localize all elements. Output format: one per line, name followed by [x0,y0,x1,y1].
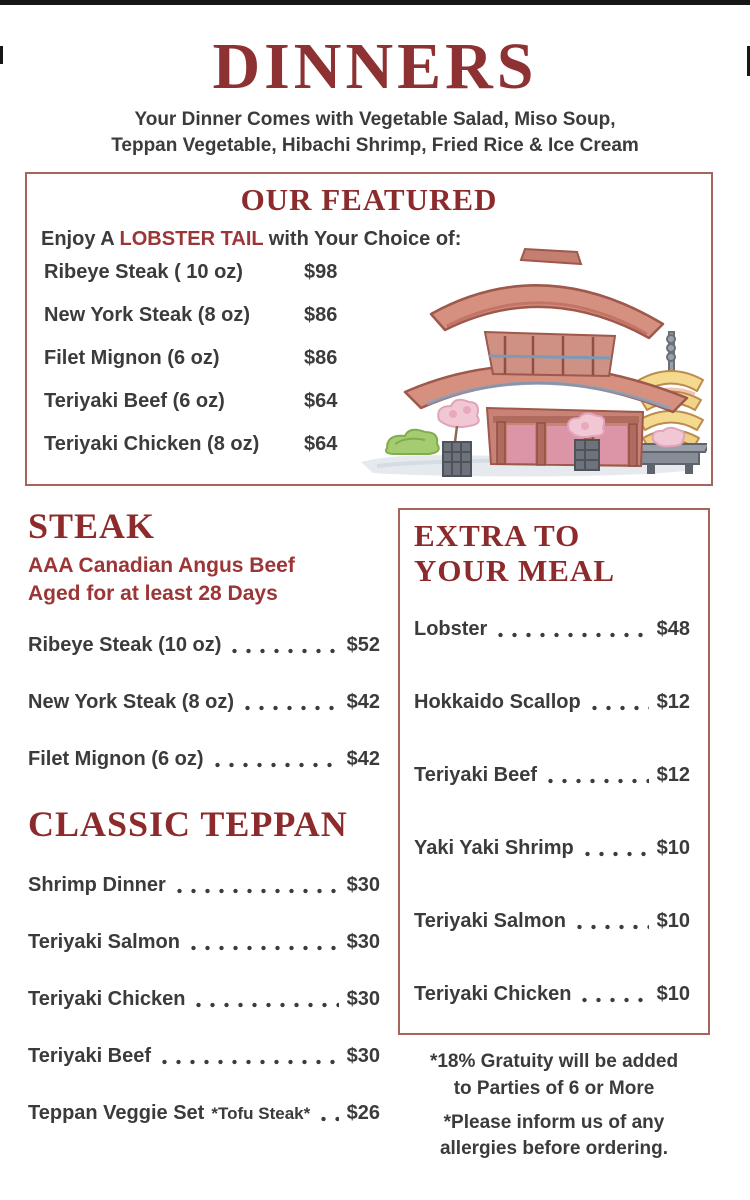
menu-item-row [414,764,690,788]
menu-columns [28,508,710,1169]
classic-teppan-section-title: CLASSIC TEPPAN [28,803,348,844]
dot-leader [321,1116,338,1122]
classic-teppan-item-list [28,874,380,1126]
dot-leader [191,945,339,951]
dot-leader [585,851,649,857]
allergy-note-line-1: *Please inform us of any [443,1111,665,1133]
steak-section-title: STEAK [28,506,156,547]
item-name: Teppan Veggie Set [28,1101,205,1124]
item-price: $86 [304,304,338,327]
menu-item-row [44,390,711,414]
footer-notes [398,1049,710,1162]
item-name: New York Steak (8 oz) [44,304,250,327]
allergy-note-line-2: allergies before ordering. [439,1138,669,1160]
steak-item-list [28,634,380,772]
item-name: Ribeye Steak ( 10 oz) [44,261,243,284]
menu-item-row [44,304,711,328]
item-price: $52 [346,633,380,656]
item-price: $64 [304,390,338,413]
item-price: $30 [346,930,380,953]
steak-subtitle-line-1: AAA Canadian Angus Beef [28,554,295,578]
item-price: $10 [656,910,690,933]
extras-item-list [414,618,690,1007]
intro-prefix: Enjoy A [41,228,120,251]
item-name: Lobster [414,618,488,641]
left-column [28,508,380,1169]
subtitle-line-2: Teppan Vegetable, Hibachi Shrimp, Fried Rice & Ice Cream [111,135,639,157]
menu-item-row [28,931,380,955]
gratuity-note-line-2: to Parties of 6 or More [453,1078,655,1100]
extras-title-line-1: EXTRA TO [414,518,581,554]
menu-item-row [28,634,380,658]
intro-suffix: with Your Choice of: [263,228,462,251]
menu-subtitle [0,107,750,159]
item-name: New York Steak (8 oz) [28,690,234,713]
scan-edge-top [0,0,750,5]
extras-section [398,508,710,1035]
item-name: Teriyaki Salmon [28,930,180,953]
item-name: Teriyaki Beef [414,764,538,787]
extras-title [414,518,690,588]
gratuity-note-line-1: *18% Gratuity will be added [429,1051,679,1073]
menu-item-row [414,983,690,1007]
dot-leader [215,762,339,768]
item-name: Shrimp Dinner [28,873,166,896]
menu-item-row [28,1102,380,1126]
menu-item-row [44,261,711,285]
steak-section-subtitle [28,552,380,607]
gratuity-note [398,1049,710,1102]
dot-leader [232,648,338,654]
intro-highlight: LOBSTER TAIL [119,228,264,251]
scan-edge-left [0,46,3,64]
item-name: Teriyaki Chicken [414,983,572,1006]
page-title: DINNERS [212,30,538,103]
extras-title-line-2: YOUR MEAL [414,553,616,589]
subtitle-line-1: Your Dinner Comes with Vegetable Salad, Miso Soup, [134,109,616,130]
menu-item-row [28,748,380,772]
item-name: Teriyaki Chicken (8 oz) [44,433,260,456]
item-name: Ribeye Steak (10 oz) [28,633,222,656]
dot-leader [577,924,649,930]
item-name: Filet Mignon (6 oz) [28,747,204,770]
item-price: $30 [346,873,380,896]
item-price: $42 [346,747,380,770]
featured-title: OUR FEATURED [240,182,498,218]
item-price: $42 [346,690,380,713]
right-column [398,508,710,1169]
item-name: Teriyaki Salmon [414,910,566,933]
featured-item-list [44,261,711,457]
item-price: $98 [304,261,338,284]
menu-item-row [28,691,380,715]
menu-item-row [414,691,690,715]
item-price: $10 [656,837,690,860]
featured-section [25,172,713,486]
dot-leader [245,705,339,711]
dot-leader [582,997,648,1003]
item-price: $12 [656,691,690,714]
item-price: $26 [346,1101,380,1124]
item-price: $12 [656,764,690,787]
steak-subtitle-line-2: Aged for at least 28 Days [28,582,278,606]
item-name: Teriyaki Beef [28,1044,152,1067]
item-name: Filet Mignon (6 oz) [44,347,220,370]
dot-leader [498,632,648,638]
item-price: $30 [346,1044,380,1067]
item-name: Teriyaki Chicken [28,987,186,1010]
item-price: $30 [346,987,380,1010]
menu-item-row [414,910,690,934]
menu-item-row [28,1045,380,1069]
item-note: *Tofu Steak* [211,1103,311,1123]
allergy-note [398,1110,710,1163]
dot-leader [177,888,339,894]
item-price: $10 [656,983,690,1006]
item-name: Teriyaki Beef (6 oz) [44,390,225,413]
menu-item-row [414,837,690,861]
menu-item-row [414,618,690,642]
item-name: Hokkaido Scallop [414,691,581,714]
item-price: $48 [656,618,690,641]
dot-leader [592,705,649,711]
menu-item-row [44,433,711,457]
dot-leader [548,778,649,784]
menu-item-row [28,988,380,1012]
menu-item-row [28,874,380,898]
dot-leader [162,1059,339,1065]
item-name: Yaki Yaki Shrimp [414,837,574,860]
item-price: $64 [304,433,338,456]
menu-item-row [44,347,711,371]
dot-leader [196,1002,338,1008]
item-price: $86 [304,347,338,370]
